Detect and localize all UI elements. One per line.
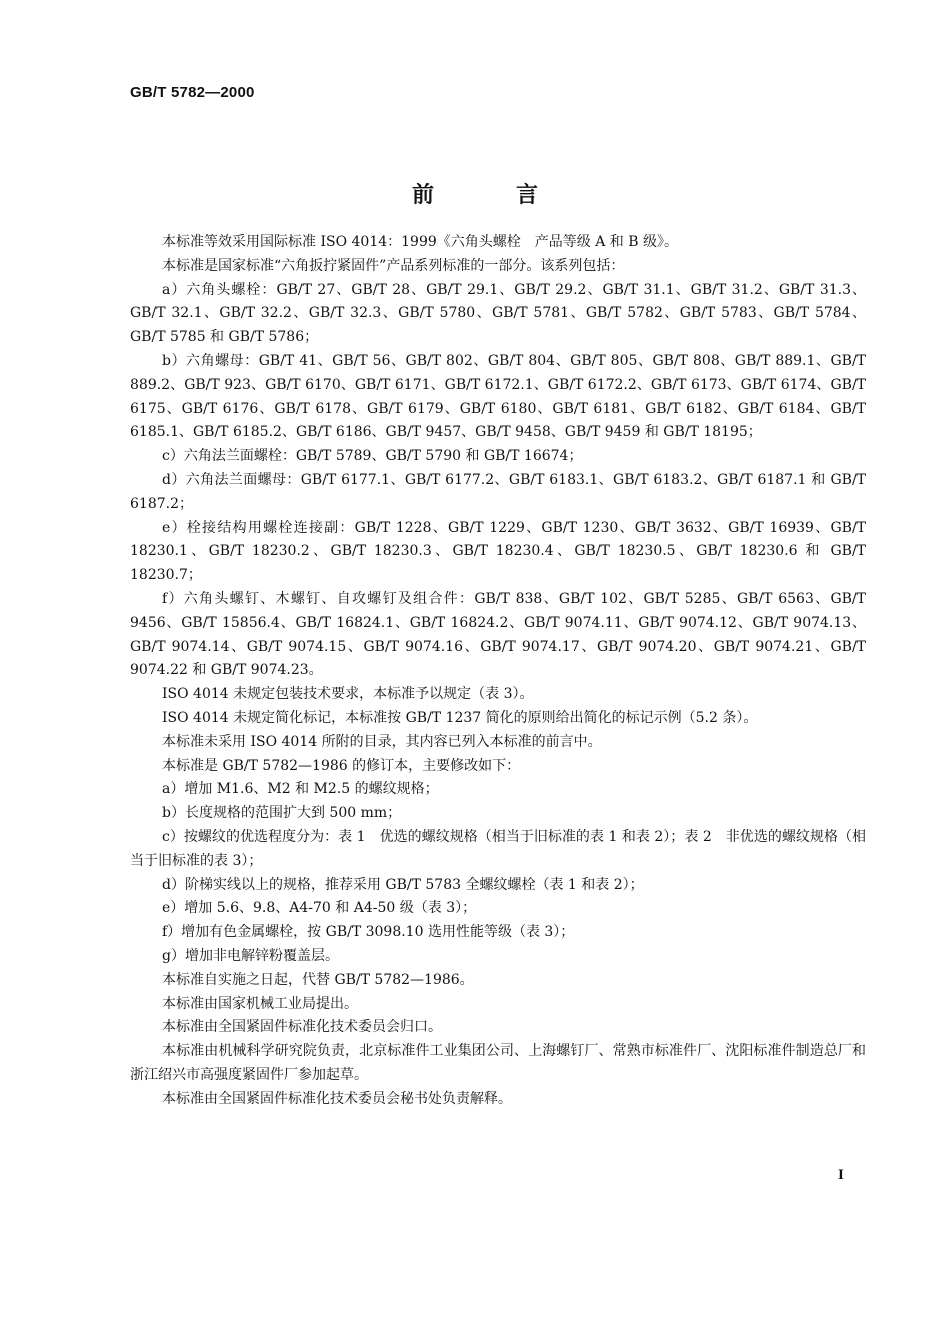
paragraph: 本标准未采用 ISO 4014 所附的目录，其内容已列入本标准的前言中。 xyxy=(162,733,602,750)
list-item: e）增加 5.6、9.8、A4-70 和 A4-50 级（表 3）； xyxy=(162,900,477,917)
page-title: 前言 xyxy=(411,183,620,208)
list-item: a）六角头螺栓：GB/T 27、GB/T 28、GB/T 29.1、GB/T 29.2、GB/T 31.1、GB/T 31.2、GB/T 31.3、GB/T 32.1、GB/T 32.2、GB/T 32.3、GB/T 5780、GB/T 5781、GB/T 5782、GB/T 5783、GB/T 5784、GB/T 5785 和 GB/T 5786； xyxy=(130,281,866,346)
list-item: b）六角螺母：GB/T 41、GB/T 56、GB/T 802、GB/T 804、GB/T 805、GB/T 808、GB/T 889.1、GB/T 889.2、GB/T 923、GB/T 6170、GB/T 6171、GB/T 6172.1、GB/T 6172.2、GB/T 6173、GB/T 6174、GB/T 6175、GB/T 6176、GB/T 6178、GB/T 6179、GB/T 6180、GB/T 6181、GB/T 6182、GB/T 6184、GB/T 6185.1、GB/T 6185.2、GB/T 6186、GB/T 9457、GB/T 9458、GB/T 9459 和 GB/T 18195； xyxy=(130,352,866,441)
list-item: c）按螺纹的优选程度分为：表 1 优选的螺纹规格（相当于旧标准的表 1 和表 2）；表 2 非优选的螺纹规格（相当于旧标准的表 3）； xyxy=(130,828,866,869)
paragraph: 本标准是 GB/T 5782—1986 的修订本，主要修改如下： xyxy=(162,757,521,774)
standard-code: GB/T 5782—2000 xyxy=(130,84,255,101)
list-item: e）栓接结构用螺栓连接副：GB/T 1228、GB/T 1229、GB/T 1230、GB/T 3632、GB/T 16939、GB/T 18230.1、GB/T 18230.2、GB/T 18230.3、GB/T 18230.4、GB/T 18230.5、GB/T 18230.6 和 GB/T 18230.7； xyxy=(130,519,866,584)
list-item: b）长度规格的范围扩大到 500 mm； xyxy=(162,805,402,822)
list-item: d）六角法兰面螺母：GB/T 6177.1、GB/T 6177.2、GB/T 6183.1、GB/T 6183.2、GB/T 6187.1 和 GB/T 6187.2； xyxy=(130,471,866,512)
paragraph: 本标准由国家机械工业局提出。 xyxy=(162,995,358,1012)
foreword-body xyxy=(130,231,866,1111)
paragraph: 本标准由机械科学研究院负责，北京标准件工业集团公司、上海螺钉厂、常熟市标准件厂、沈阳标准件制造总厂和浙江绍兴市高强度紧固件厂参加起草。 xyxy=(130,1043,866,1083)
paragraph: 本标准等效采用国际标准 ISO 4014：1999《六角头螺栓 产品等级 A 和 B 级》。 xyxy=(162,234,678,250)
paragraph: 本标准由全国紧固件标准化技术委员会秘书处负责解释。 xyxy=(162,1090,512,1107)
list-item: a）增加 M1.6、M2 和 M2.5 的螺纹规格； xyxy=(162,781,439,798)
paragraph: 本标准由全国紧固件标准化技术委员会归口。 xyxy=(162,1019,442,1036)
page-number: I xyxy=(838,1167,844,1183)
paragraph: 本标准是国家标准“六角扳拧紧固件”产品系列标准的一部分。该系列包括： xyxy=(162,257,625,274)
paragraph: 本标准自实施之日起，代替 GB/T 5782—1986。 xyxy=(162,971,474,988)
paragraph: ISO 4014 未规定简化标记，本标准按 GB/T 1237 简化的原则给出简化的标记示例（5.2 条）。 xyxy=(162,709,758,726)
list-item: d）阶梯实线以上的规格，推荐采用 GB/T 5783 全螺纹螺栓（表 1 和表 2）； xyxy=(162,876,644,893)
list-item: c）六角法兰面螺栓：GB/T 5789、GB/T 5790 和 GB/T 16674； xyxy=(162,448,583,465)
list-item: g）增加非电解锌粉覆盖层。 xyxy=(162,947,339,964)
list-item: f）增加有色金属螺栓，按 GB/T 3098.10 选用性能等级（表 3）； xyxy=(162,924,575,941)
list-item: f）六角头螺钉、木螺钉、自攻螺钉及组合件：GB/T 838、GB/T 102、GB/T 5285、GB/T 6563、GB/T 9456、GB/T 15856.4、GB/T 16824.1、GB/T 16824.2、GB/T 9074.11、GB/T 9074.12、GB/T 9074.13、GB/T 9074.14、GB/T 9074.15、GB/T 9074.16、GB/T 9074.17、GB/T 9074.20、GB/T 9074.21、GB/T 9074.22 和 GB/T 9074.23。 xyxy=(130,590,866,679)
paragraph: ISO 4014 未规定包装技术要求，本标准予以规定（表 3）。 xyxy=(162,686,534,703)
